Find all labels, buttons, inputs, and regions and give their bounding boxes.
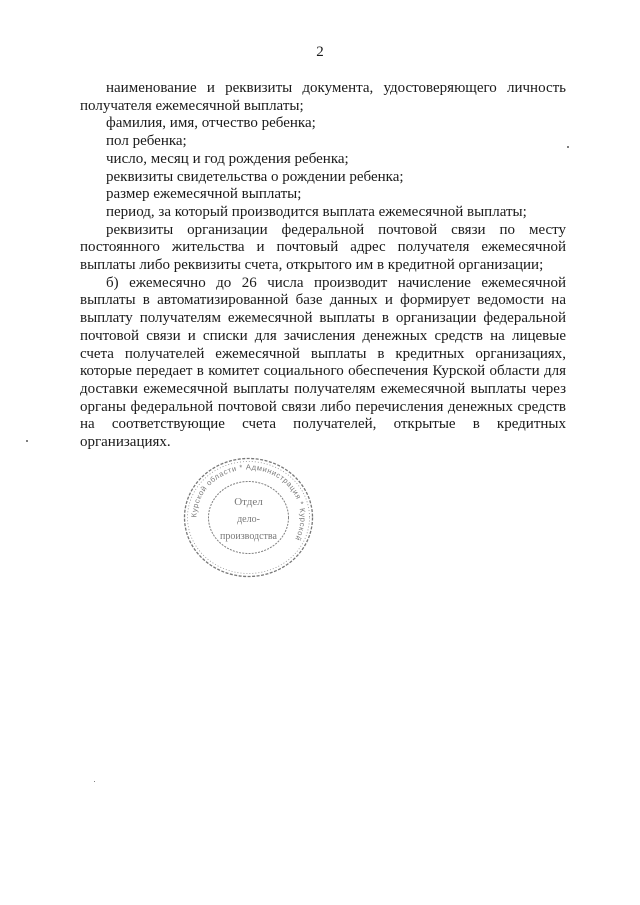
- stamp-center-line: производства: [220, 531, 277, 542]
- paragraph: б) ежемесячно до 26 числа производит начисление ежемесячной выплаты в автоматизированной базе данных и формирует ведомости на выплату получателям ежемесячной выплаты в организации федеральной почтовой связи и списки для зачисления денежных средств на лицевые счета получателей ежемесячной выплаты в кредитных организациях, которые передает в комитет социального обеспечения Курской области для доставки ежемесячной выплаты получателям ежемесячной выплаты через органы федеральной почтовой связи либо перечисления денежных средств на соответствующие счета получателей, открытые в кредитных организациях.: [80, 274, 566, 451]
- document-body: [80, 80, 566, 452]
- official-stamp: [181, 455, 316, 580]
- paragraph: фамилия, имя, отчество ребенка;: [106, 115, 316, 132]
- paragraph: пол ребенка;: [106, 133, 187, 150]
- paragraph: число, месяц и год рождения ребенка;: [106, 150, 349, 167]
- paragraph: размер ежемесячной выплаты;: [106, 186, 302, 203]
- stamp-ring-text: Курской области * Администрация * Курской: [189, 462, 308, 543]
- paragraph: реквизиты организации федеральной почтовой связи по месту постоянного жительства и почтовый адрес получателя ежемесячной выплаты либо реквизиты счета, открытого им в кредитной организации;: [80, 221, 566, 274]
- paragraph: период, за который производится выплата ежемесячной выплаты;: [106, 203, 527, 220]
- scan-speck: [26, 440, 28, 442]
- paragraph: наименование и реквизиты документа, удостоверяющего личность получателя ежемесячной выплаты;: [80, 80, 566, 114]
- paragraph: реквизиты свидетельства о рождении ребенка;: [106, 168, 404, 185]
- page-number: 2: [316, 44, 324, 60]
- scan-speck: [94, 781, 95, 782]
- stamp-center-line: дело-: [237, 514, 260, 525]
- stamp-center-line: Отдел: [234, 496, 263, 508]
- scan-speck: [567, 146, 569, 148]
